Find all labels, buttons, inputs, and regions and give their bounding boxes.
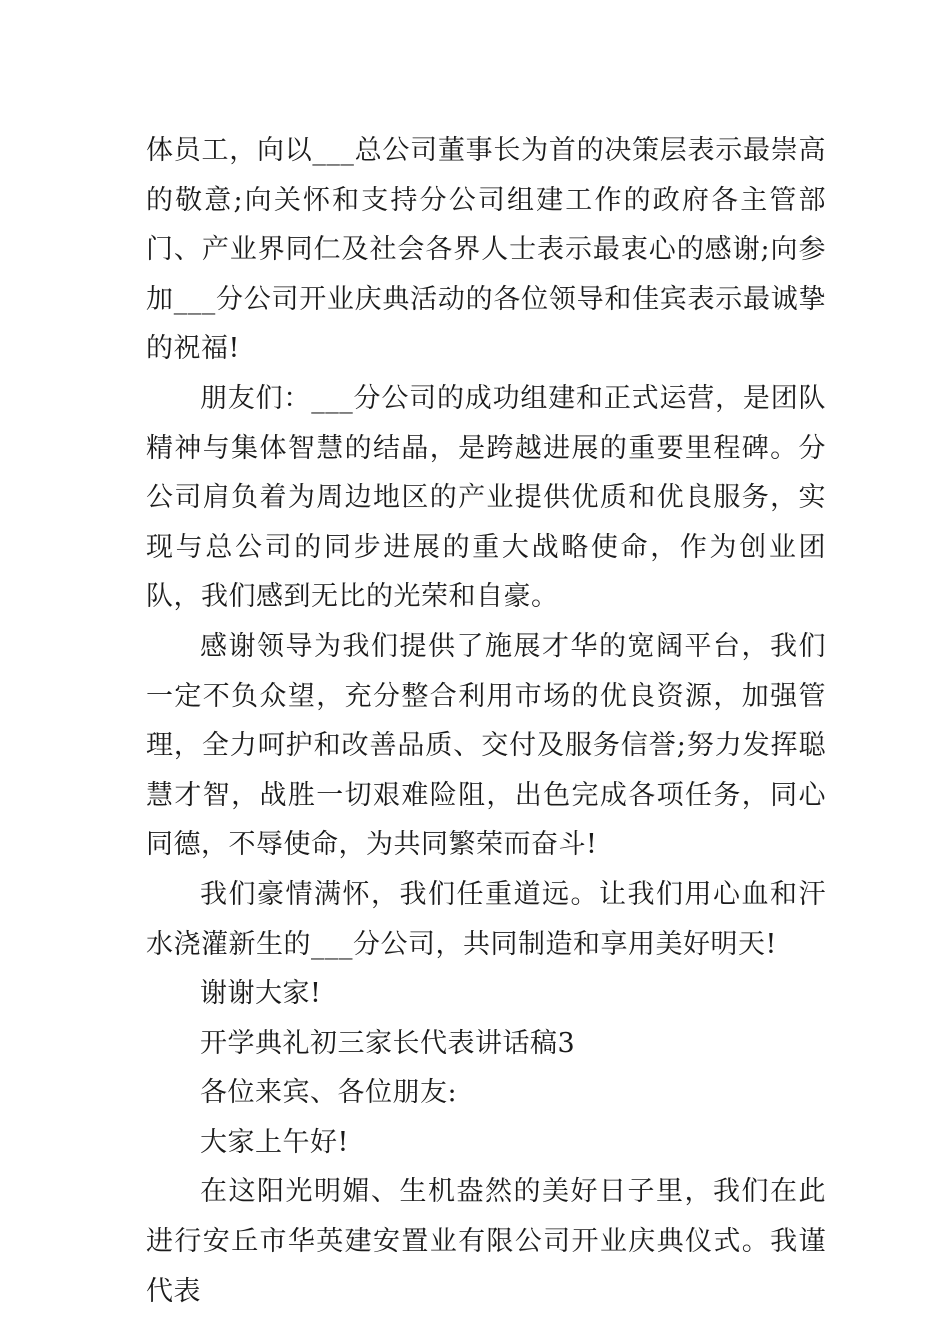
paragraph-greeting: 大家上午好! xyxy=(200,1126,349,1158)
paragraph-opening: 在这阳光明媚、生机盎然的美好日子里，我们在此进行安丘市华英建安置业有限公司开业庆典仪式。我谨代表 xyxy=(146,1176,826,1307)
document-body xyxy=(146,126,826,1316)
paragraph-salutation: 各位来宾、各位朋友: xyxy=(200,1077,458,1109)
paragraph-gratitude: 感谢领导为我们提供了施展才华的宽阔平台，我们一定不负众望，充分整合利用市场的优良资源，加强管理，全力呵护和改善品质、交付及服务信誉;努力发挥聪慧才智，战胜一切艰难险阻，出色完成各项任务，同心同德，不辱使命，为共同繁荣而奋斗! xyxy=(146,630,826,861)
paragraph-ambition: 我们豪情满怀，我们任重道远。让我们用心血和汗水浇灌新生的___分公司，共同制造和享用美好明天! xyxy=(146,878,826,960)
section-heading: 开学典礼初三家长代表讲话稿3 xyxy=(200,1027,576,1059)
paragraph-friends: 朋友们：___分公司的成功组建和正式运营，是团队精神与集体智慧的结晶，是跨越进展的重要里程碑。分公司肩负着为周边地区的产业提供优质和优良服务，实现与总公司的同步进展的重大战略使命，作为创业团队，我们感到无比的光荣和自豪。 xyxy=(146,382,826,613)
paragraph-thanks: 体员工，向以___总公司董事长为首的决策层表示最崇高的敬意;向关怀和支持分公司组建工作的政府各主管部门、产业界同仁及社会各界人士表示最衷心的感谢;向参加___分公司开业庆典活动的各位领导和佳宾表示最诚挚的祝福! xyxy=(146,135,826,365)
paragraph-closing: 谢谢大家! xyxy=(200,978,322,1010)
